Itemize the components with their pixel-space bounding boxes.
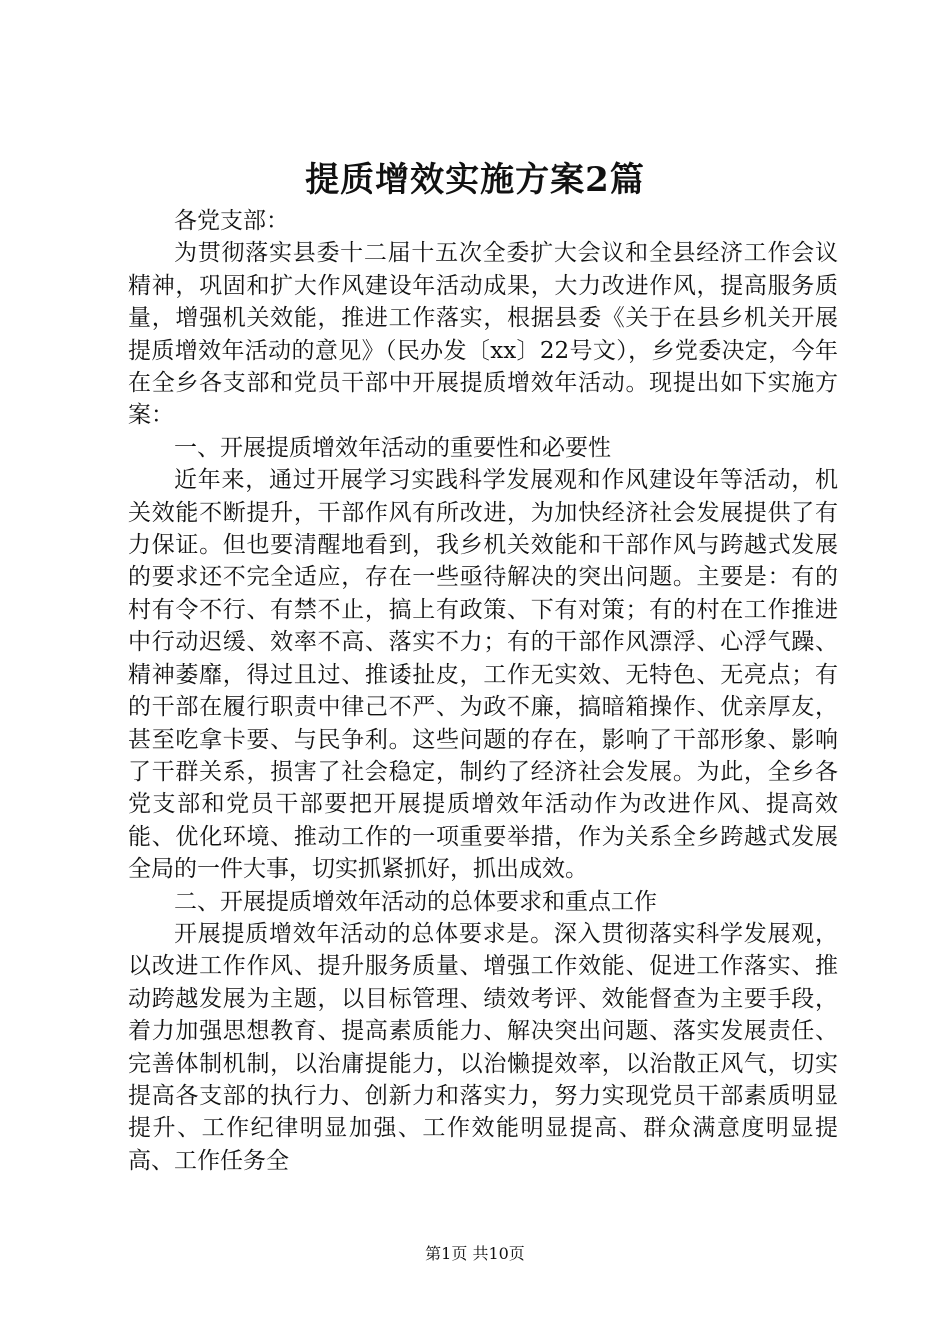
intro-paragraph: 为贯彻落实县委十二届十五次全委扩大会议和全县经济工作会议精神，巩固和扩大作风建设年活动成果，大力改进作风，提高服务质量，增强机关效能，推进工作落实，根据县委《关于在县乡机关开展提质增效年活动的意见》（民办发〔xx〕22号文），乡党委决定，今年在全乡各支部和党员干部中开展提质增效年活动。现提出如下实施方案： [128, 240, 838, 429]
document-body [128, 205, 838, 1177]
section-heading-1: 一、开展提质增效年活动的重要性和必要性 [174, 434, 611, 461]
document-title: 提质增效实施方案2篇 [305, 160, 645, 200]
salutation: 各党支部： [174, 208, 289, 234]
body-paragraph: 开展提质增效年活动的总体要求是。深入贯彻落实科学发展观，以改进工作作风、提升服务质量、增强工作效能、促进工作落实、推动跨越发展为主题，以目标管理、绩效考评、效能督查为主要手段，着力加强思想教育、提高素质能力、解决突出问题、落实发展责任、完善体制机制，以治庸提能力，以治懒提效率，以治散正风气，切实提高各支部的执行力、创新力和落实力，努力实现党员干部素质明显提升、工作纪律明显加强、工作效能明显提高、群众满意度明显提高、工作任务全 [128, 920, 838, 1174]
body-paragraph: 近年来，通过开展学习实践科学发展观和作风建设年等活动，机关效能不断提升，干部作风有所改进，为加快经济社会发展提供了有力保证。但也要清醒地看到，我乡机关效能和干部作风与跨越式发展的要求还不完全适应，存在一些亟待解决的突出问题。主要是：有的村有令不行、有禁不止，搞上有政策、下有对策；有的村在工作推进中行动迟缓、效率不高、落实不力；有的干部作风漂浮、心浮气躁、精神萎靡，得过且过、推诿扯皮，工作无实效、无特色、无亮点；有的干部在履行职责中律己不严、为政不廉，搞暗箱操作、优亲厚友，甚至吃拿卡要、与民争利。这些问题的存在，影响了干部形象、影响了干群关系，损害了社会稳定，制约了经济社会发展。为此，全乡各党支部和党员干部要把开展提质增效年活动作为改进作风、提高效能、优化环境、推动工作的一项重要举措，作为关系全乡跨越式发展全局的一件大事，切实抓紧抓好，抓出成效。 [128, 467, 838, 883]
page-number-footer: 第1页 共10页 [425, 1244, 525, 1263]
section-heading-2: 二、开展提质增效年活动的总体要求和重点工作 [174, 888, 657, 915]
